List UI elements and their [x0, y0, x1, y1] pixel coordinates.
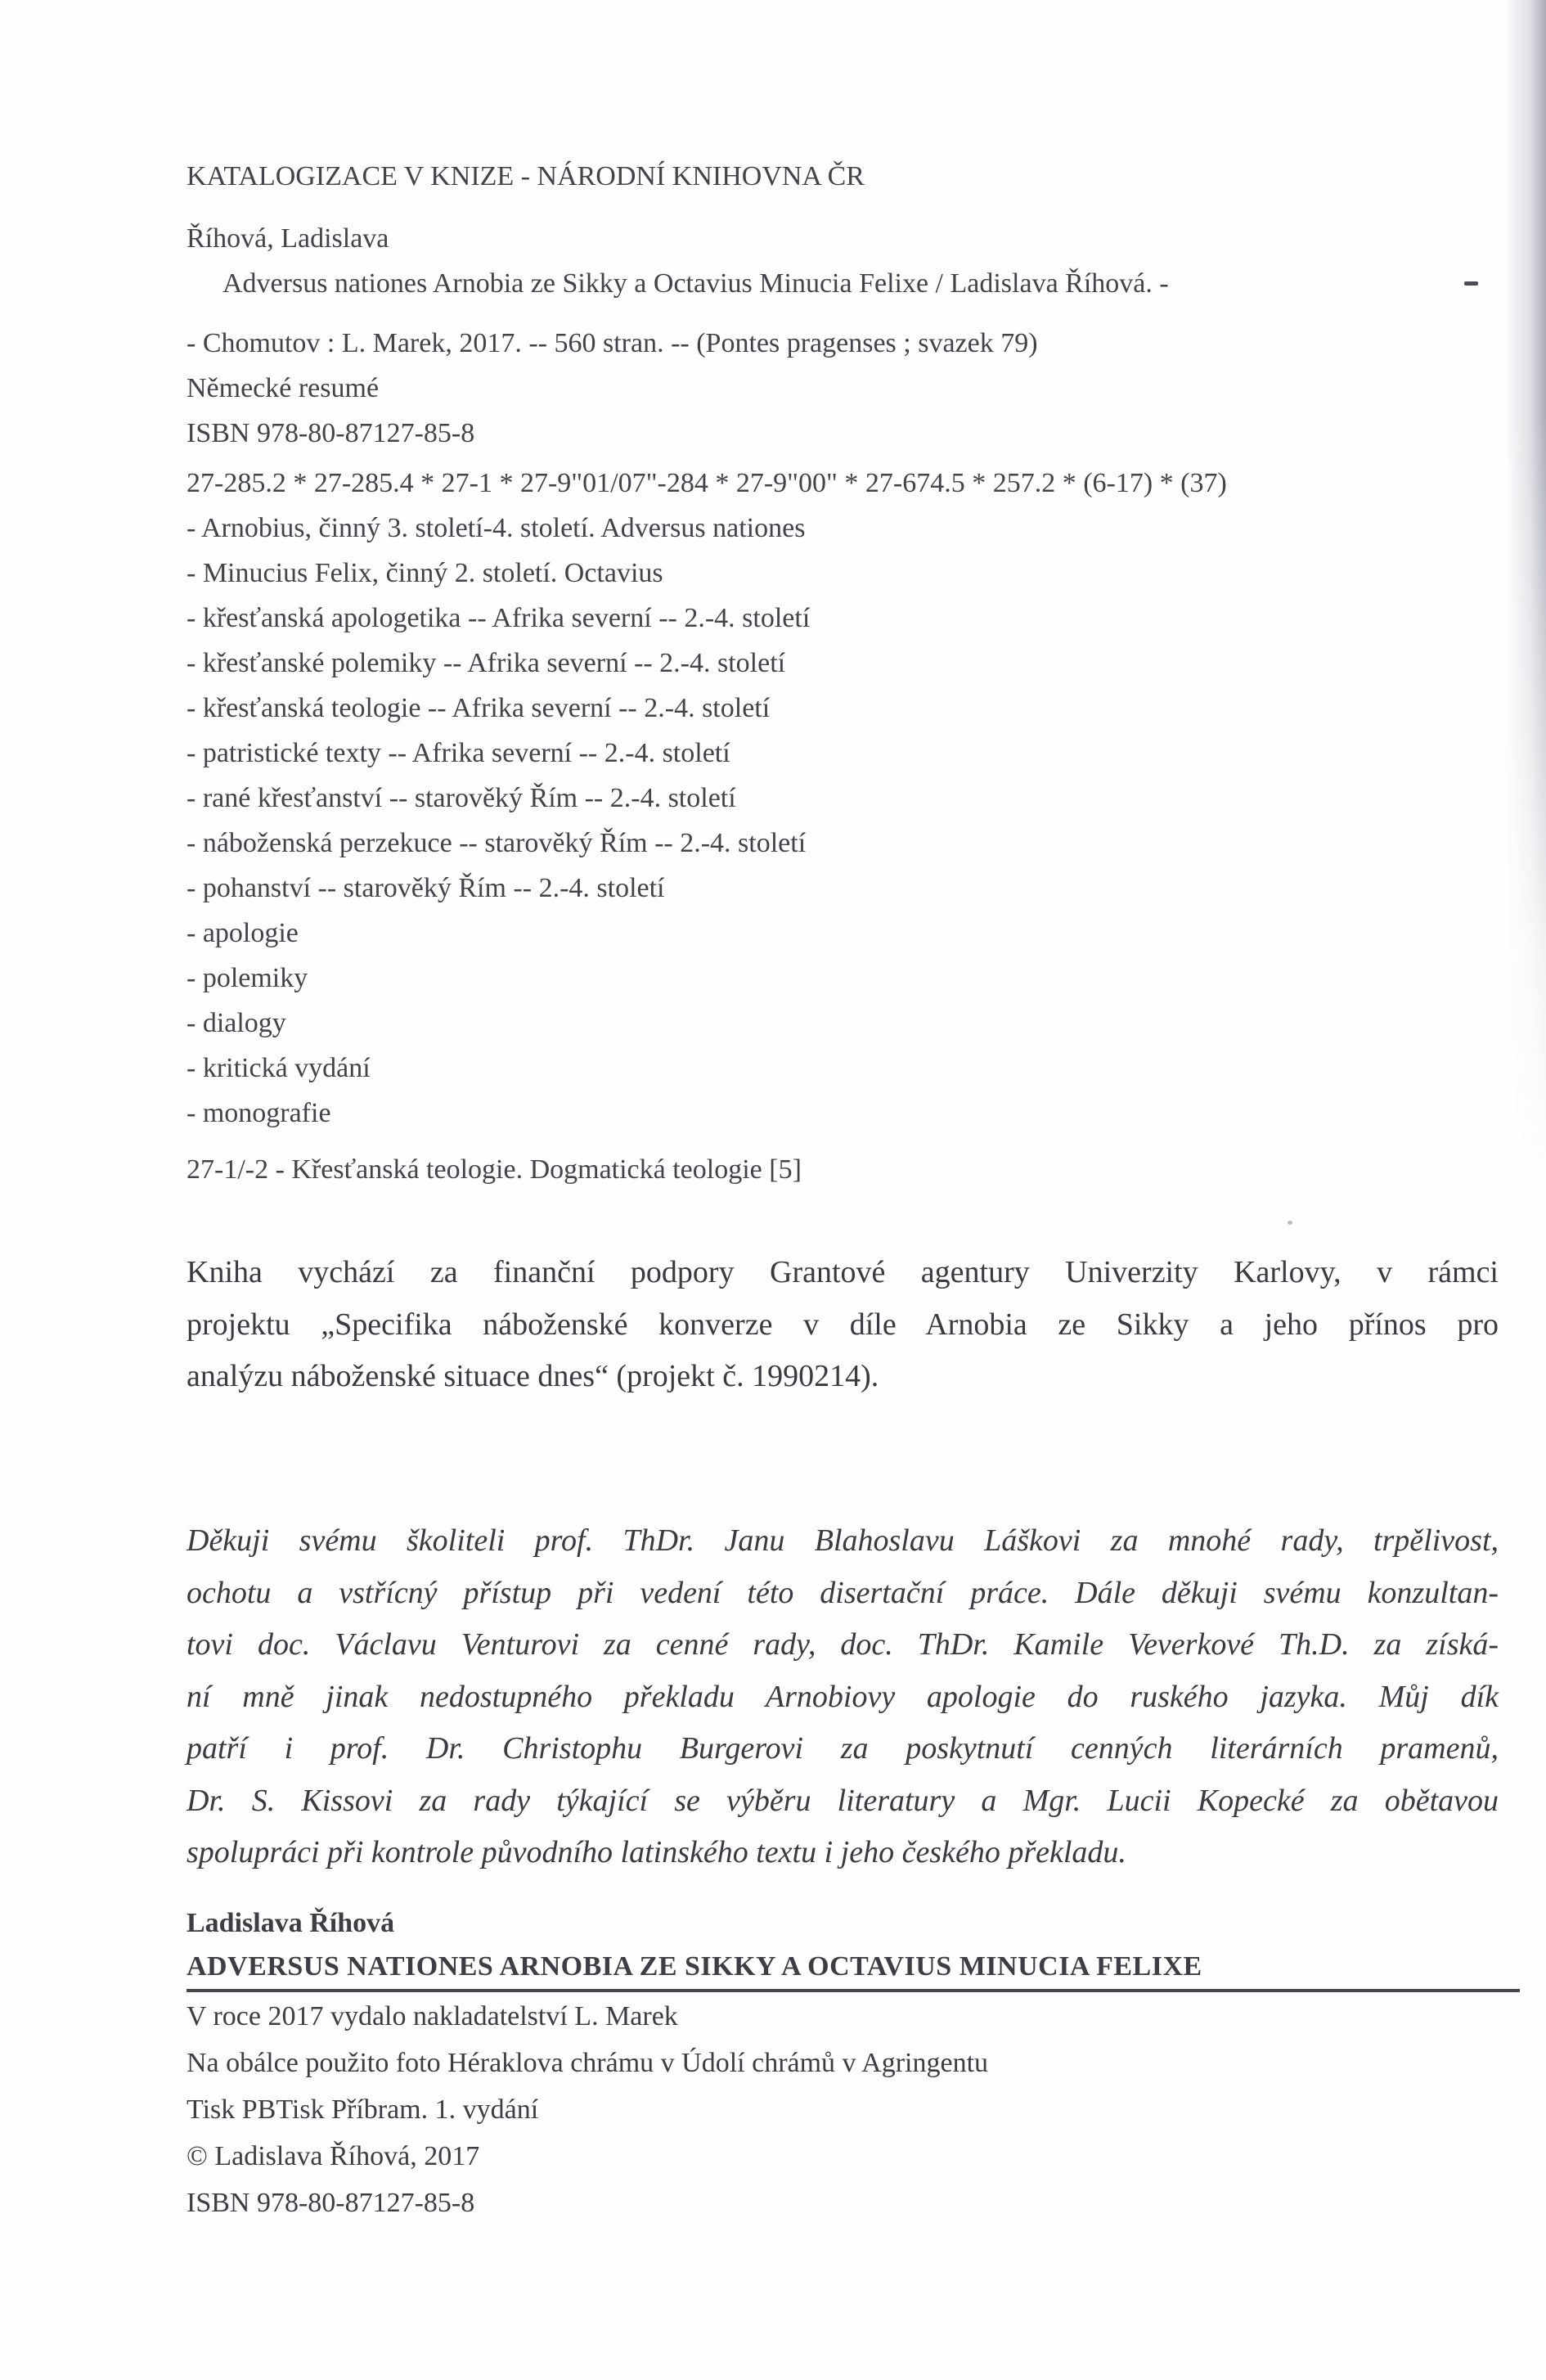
page-edge-shadow: [1505, 0, 1546, 1186]
catalog-subject: - křesťanská teologie -- Afrika severní -- 2.-4. století: [187, 693, 771, 723]
funding-note: [187, 1247, 1499, 1403]
acknowledgements-line: patří i prof. Dr. Christophu Burgerovi za poskytnutí cenných literárních pramenů,: [187, 1731, 1499, 1766]
catalog-udc-line: 27-1/-2 - Křesťanská teologie. Dogmatická teologie [5]: [187, 1154, 802, 1185]
colophon: [187, 1900, 1499, 2226]
colophon-book-title: ADVERSUS NATIONES ARNOBIA ZE SIKKY A OCTAVIUS MINUCIA FELIXE: [187, 1946, 1520, 1992]
catalog-summary-note: Německé resumé: [187, 373, 380, 403]
colophon-print-line: Tisk PBTisk Příbram. 1. vydání: [187, 2094, 539, 2125]
catalog-subject: - kritická vydání: [187, 1053, 371, 1083]
catalog-subject: - patristické texty -- Afrika severní -- 2.-4. století: [187, 738, 730, 768]
colophon-copyright-line: © Ladislava Říhová, 2017: [187, 2141, 480, 2171]
catalog-author: Říhová, Ladislava: [187, 223, 389, 254]
catalog-isbn: ISBN 978-80-87127-85-8: [187, 418, 475, 448]
catalog-subject: - pohanství -- starověký Řím -- 2.-4. století: [187, 873, 665, 903]
acknowledgements-line: tovi doc. Václavu Venturovi za cenné rady, doc. ThDr. Kamile Veverkové Th.D. za získá-: [187, 1627, 1499, 1662]
catalog-subjects-block: [187, 461, 1499, 1136]
catalog-title-statement: Adversus nationes Arnobia ze Sikky a Octavius Minucia Felixe / Ladislava Říhová. -: [222, 268, 1169, 299]
scan-artifact-dot: [1288, 1221, 1292, 1225]
catalog-subject: - křesťanská apologetika -- Afrika severní -- 2.-4. století: [187, 603, 811, 633]
catalog-subject: - apologie: [187, 918, 299, 948]
catalog-imprint-line: - Chomutov : L. Marek, 2017. -- 560 stran. -- (Pontes pragenses ; svazek 79): [187, 328, 1038, 358]
acknowledgements-line: ochotu a vstřícný přístup při vedení této disertační práce. Dále děkuji svému konzultan-: [187, 1575, 1499, 1610]
acknowledgements: [187, 1515, 1499, 1879]
catalog-subject: - Arnobius, činný 3. století-4. století. Adversus nationes: [187, 513, 806, 543]
colophon-author: Ladislava Říhová: [187, 1908, 395, 1938]
funding-line: analýzu náboženské situace dnes“ (projekt č. 1990214).: [187, 1359, 879, 1393]
catalog-subject: - náboženská perzekuce -- starověký Řím -- 2.-4. století: [187, 828, 807, 858]
colophon-cover-note: Na obálce použito foto Héraklova chrámu v Údolí chrámů v Agringentu: [187, 2048, 989, 2078]
catalog-header: KATALOGIZACE V KNIZE - NÁRODNÍ KNIHOVNA ČR: [187, 161, 865, 191]
colophon-isbn-line: ISBN 978-80-87127-85-8: [187, 2188, 475, 2218]
acknowledgements-line: spolupráci při kontrole původního latinského textu i jeho českého překladu.: [187, 1835, 1126, 1869]
acknowledgements-line: Děkuji svému školiteli prof. ThDr. Janu Blahoslavu Láškovi za mnohé rady, trpělivost,: [187, 1523, 1499, 1558]
colophon-publisher-line: V roce 2017 vydalo nakladatelství L. Marek: [187, 2001, 678, 2031]
catalog-classification: 27-285.2 * 27-285.4 * 27-1 * 27-9"01/07"-284 * 27-9"00" * 27-674.5 * 257.2 * (6-17) * (37): [187, 468, 1227, 498]
catalog-subject: - dialogy: [187, 1008, 286, 1038]
catalog-subject: - rané křesťanství -- starověký Řím -- 2.-4. století: [187, 783, 736, 813]
catalog-subject: - křesťanské polemiky -- Afrika severní -- 2.-4. století: [187, 648, 786, 678]
catalog-imprint-block: [187, 321, 1499, 456]
catalog-subject: - polemiky: [187, 963, 308, 993]
funding-line: projektu „Specifika náboženské konverze v díle Arnobia ze Sikky a jeho přínos pro: [187, 1307, 1499, 1342]
acknowledgements-line: ní mně jinak nedostupného překladu Arnobiovy apologie do ruského jazyka. Můj dík: [187, 1679, 1499, 1714]
catalog-subject: - monografie: [187, 1098, 331, 1128]
funding-line: Kniha vychází za finanční podpory Grantové agentury Univerzity Karlovy, v rámci: [187, 1255, 1499, 1289]
catalog-subject: - Minucius Felix, činný 2. století. Octavius: [187, 558, 663, 588]
acknowledgements-line: Dr. S. Kissovi za rady týkající se výběru literatury a Mgr. Lucii Kopecké za obětavou: [187, 1783, 1499, 1818]
